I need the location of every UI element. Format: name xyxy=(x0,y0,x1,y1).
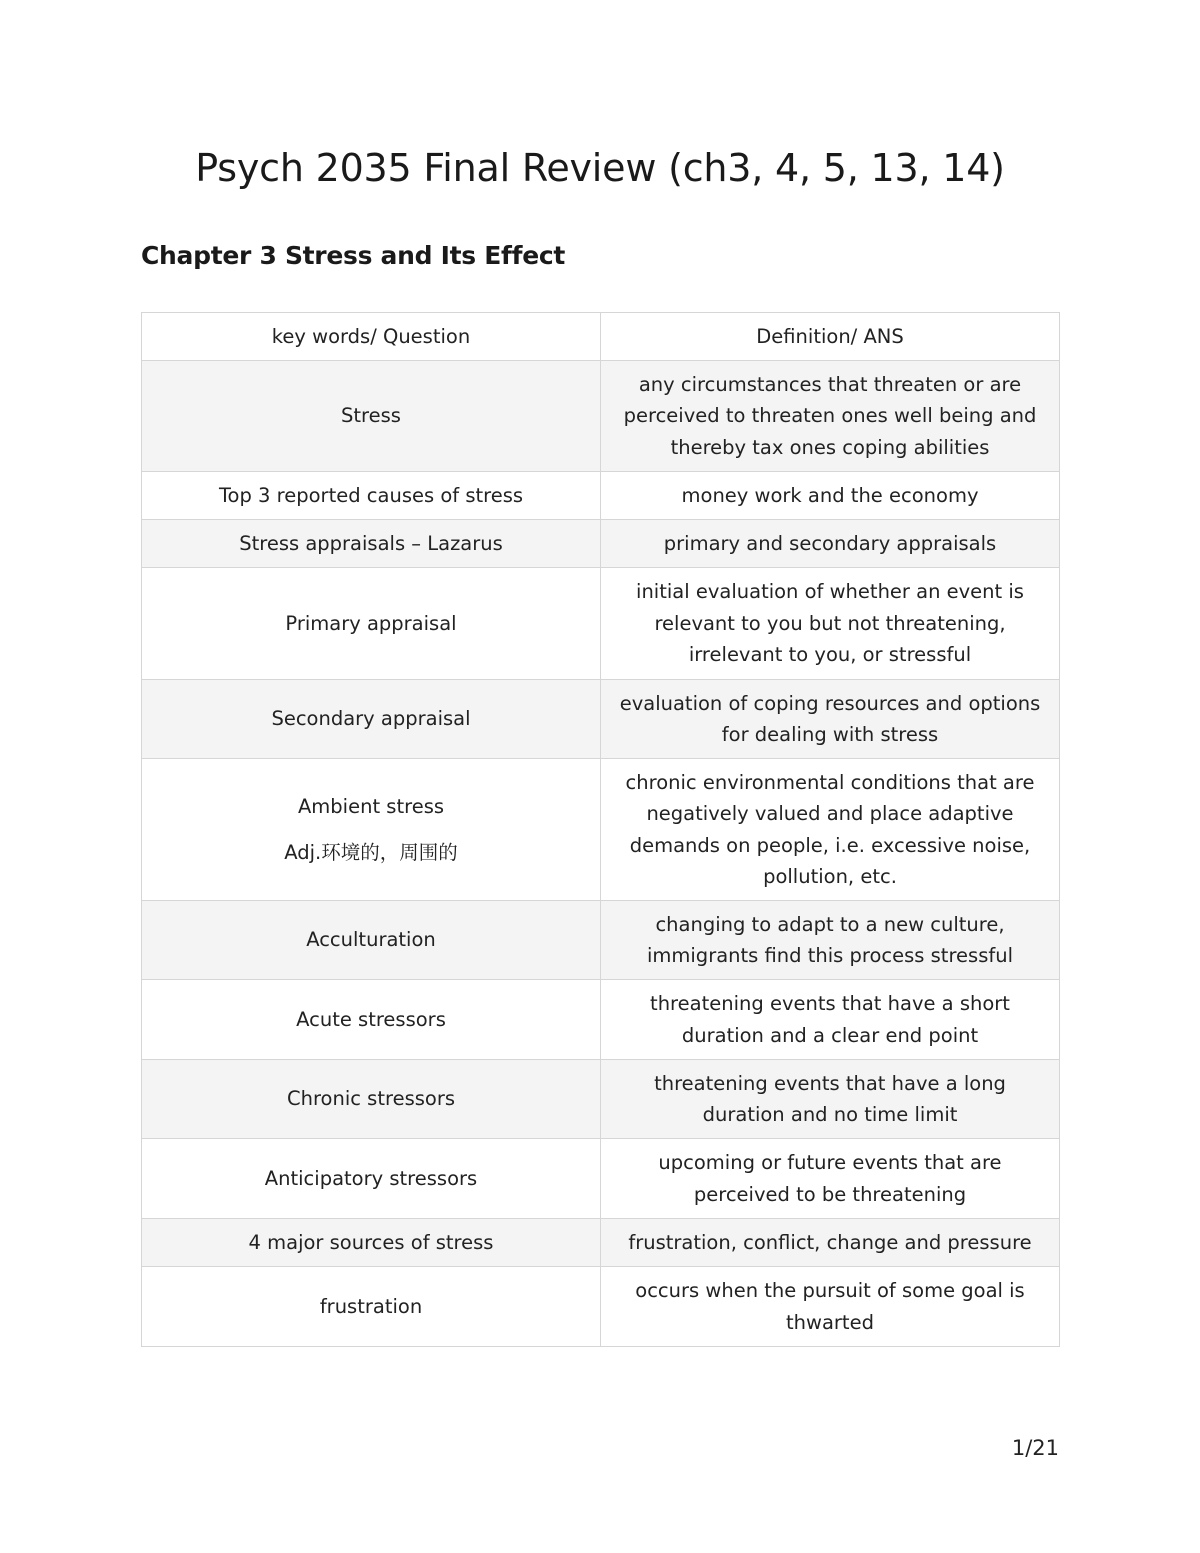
term-note: Adj.环境的，周围的 xyxy=(284,840,458,864)
table-row xyxy=(142,901,1060,980)
header-definition: Definition/ ANS xyxy=(601,313,1060,361)
table-row xyxy=(142,568,1060,680)
term-cell: Stress appraisals – Lazarus xyxy=(142,520,601,568)
term-cell: Top 3 reported causes of stress xyxy=(142,472,601,520)
table-row xyxy=(142,472,1060,520)
header-term: key words/ Question xyxy=(142,313,601,361)
chapter-heading: Chapter 3 Stress and Its Effect xyxy=(141,241,566,270)
term-cell: frustration xyxy=(142,1267,601,1347)
table-row xyxy=(142,1139,1060,1219)
term-cell: 4 major sources of stress xyxy=(142,1219,601,1267)
term-cell: Acute stressors xyxy=(142,980,601,1060)
term-cell: Primary appraisal xyxy=(142,568,601,680)
term-cell: Acculturation xyxy=(142,901,601,980)
definition-cell: upcoming or future events that are perceived to be threatening xyxy=(601,1139,1060,1219)
definition-cell: threatening events that have a long duration and no time limit xyxy=(601,1060,1060,1139)
definition-cell: chronic environmental conditions that are negatively valued and place adaptive demands on people, i.e. excessive noise, pollution, etc. xyxy=(601,759,1060,901)
definition-cell: changing to adapt to a new culture, immigrants find this process stressful xyxy=(601,901,1060,980)
definition-cell: primary and secondary appraisals xyxy=(601,520,1060,568)
definition-cell: evaluation of coping resources and options for dealing with stress xyxy=(601,680,1060,759)
page-number: 1/21 xyxy=(1011,1436,1059,1460)
table-row xyxy=(142,680,1060,759)
table-header-row xyxy=(142,313,1060,361)
table-row xyxy=(142,1267,1060,1347)
review-table xyxy=(141,312,1060,1347)
definition-cell: occurs when the pursuit of some goal is thwarted xyxy=(601,1267,1060,1347)
term-cell: Secondary appraisal xyxy=(142,680,601,759)
page-title: Psych 2035 Final Review (ch3, 4, 5, 13, 14) xyxy=(195,146,1005,190)
table-row xyxy=(142,520,1060,568)
definition-cell: frustration, conflict, change and pressure xyxy=(601,1219,1060,1267)
table-row xyxy=(142,1219,1060,1267)
term-cell xyxy=(142,759,601,901)
term-text: Ambient stress xyxy=(297,795,445,818)
definition-cell: initial evaluation of whether an event is relevant to you but not threatening, irrelevant to you, or stressful xyxy=(601,568,1060,680)
table-row xyxy=(142,980,1060,1060)
term-cell: Stress xyxy=(142,361,601,472)
definition-cell: threatening events that have a short duration and a clear end point xyxy=(601,980,1060,1060)
table-row xyxy=(142,759,1060,901)
table-row xyxy=(142,361,1060,472)
term-cell: Anticipatory stressors xyxy=(142,1139,601,1219)
definition-cell: any circumstances that threaten or are perceived to threaten ones well being and thereby tax ones coping abilities xyxy=(601,361,1060,472)
definition-cell: money work and the economy xyxy=(601,472,1060,520)
table-row xyxy=(142,1060,1060,1139)
term-cell: Chronic stressors xyxy=(142,1060,601,1139)
